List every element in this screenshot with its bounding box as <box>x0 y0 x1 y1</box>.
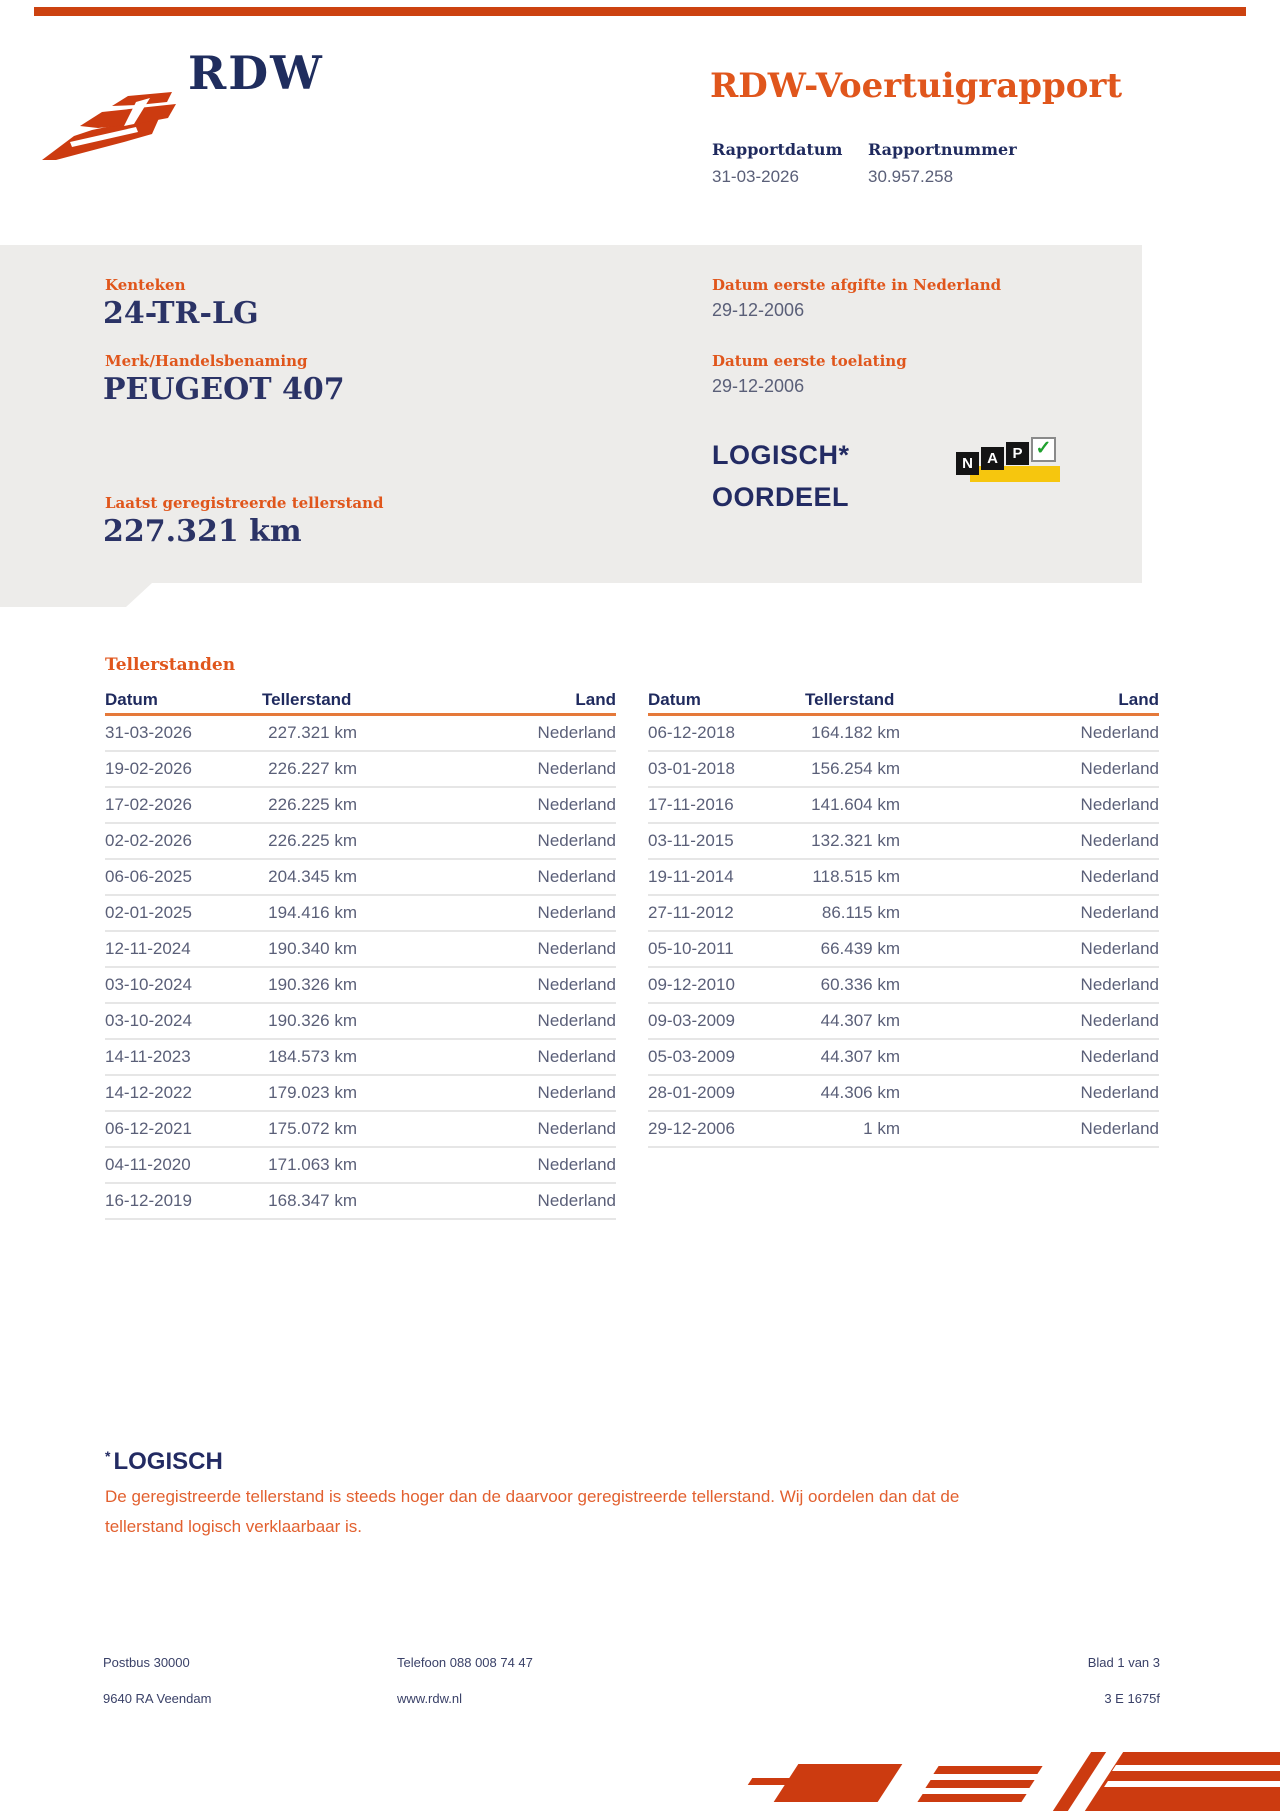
cell-land: Nederland <box>1080 1011 1159 1030</box>
cell-tellerstand: 227.321 km <box>268 723 357 742</box>
table-row <box>648 716 1159 750</box>
cell-tellerstand: 1 km <box>863 1119 900 1138</box>
cell-tellerstand: 168.347 km <box>268 1191 357 1210</box>
tellerstanden-table-right <box>648 688 1159 1148</box>
cell-tellerstand: 190.326 km <box>268 1011 357 1030</box>
cell-datum: 03-10-2024 <box>105 1011 192 1030</box>
cell-tellerstand: 60.336 km <box>820 975 900 994</box>
cell-tellerstand: 179.023 km <box>268 1083 357 1102</box>
cell-land: Nederland <box>537 903 616 922</box>
cell-land: Nederland <box>537 1047 616 1066</box>
table-row <box>105 1038 616 1074</box>
cell-datum: 27-11-2012 <box>648 903 734 922</box>
cell-datum: 19-02-2026 <box>105 759 192 778</box>
cell-datum: 12-11-2024 <box>105 939 191 958</box>
laatste-tellerstand-value: 227.321 km <box>103 514 302 549</box>
footer-doc-code: 3 E 1675f <box>1104 1691 1160 1706</box>
nap-letter-a: A <box>981 447 1004 470</box>
cell-datum: 14-11-2023 <box>105 1047 191 1066</box>
cell-datum: 09-12-2010 <box>648 975 735 994</box>
bottom-swoosh-graphic <box>700 1752 1280 1811</box>
cell-land: Nederland <box>1080 975 1159 994</box>
asterisk: * <box>105 1448 111 1464</box>
table-row <box>648 858 1159 894</box>
afgifte-value: 29-12-2006 <box>712 300 805 320</box>
cell-datum: 03-01-2018 <box>648 759 735 778</box>
table-row <box>648 1110 1159 1146</box>
cell-land: Nederland <box>1080 903 1159 922</box>
page-title: RDW-Voertuigrapport <box>710 66 1123 106</box>
cell-land: Nederland <box>1080 939 1159 958</box>
cell-datum: 31-03-2026 <box>105 723 192 742</box>
cell-datum: 05-10-2011 <box>648 939 734 958</box>
cell-land: Nederland <box>537 1191 616 1210</box>
logisch-footnote-text <box>105 1482 1105 1542</box>
table-row <box>648 1002 1159 1038</box>
table-row <box>105 858 616 894</box>
rapportdatum-label: Rapportdatum <box>712 140 843 159</box>
cell-land: Nederland <box>537 1011 616 1030</box>
cell-land: Nederland <box>1080 831 1159 850</box>
col-tellerstand: Tellerstand <box>262 690 352 709</box>
col-land: Land <box>1118 690 1159 709</box>
summary-panel-corner <box>0 583 152 607</box>
kenteken-label: Kenteken <box>105 276 186 294</box>
cell-tellerstand: 171.063 km <box>268 1155 357 1174</box>
table-row <box>105 894 616 930</box>
rapportnummer-value: 30.957.258 <box>868 167 954 186</box>
cell-tellerstand: 44.307 km <box>820 1047 900 1066</box>
footer-address2: 9640 RA Veendam <box>103 1691 212 1706</box>
cell-datum: 09-03-2009 <box>648 1011 735 1030</box>
merk-label: Merk/Handelsbenaming <box>105 352 308 370</box>
cell-land: Nederland <box>537 867 616 886</box>
cell-tellerstand: 194.416 km <box>268 903 357 922</box>
table-body <box>648 716 1159 1148</box>
cell-datum: 17-02-2026 <box>105 795 192 814</box>
cell-datum: 17-11-2016 <box>648 795 734 814</box>
table-row <box>105 716 616 750</box>
cell-datum: 04-11-2020 <box>105 1155 191 1174</box>
table-row <box>105 822 616 858</box>
kenteken-value: 24-TR-LG <box>103 296 259 331</box>
nap-logo <box>956 436 1062 486</box>
table-row <box>648 750 1159 786</box>
table-row <box>105 930 616 966</box>
cell-tellerstand: 132.321 km <box>811 831 900 850</box>
cell-land: Nederland <box>537 831 616 850</box>
logisch-footnote-heading <box>105 1448 223 1476</box>
table-row <box>105 1002 616 1038</box>
rapportdatum-value: 31-03-2026 <box>712 167 799 186</box>
cell-datum: 19-11-2014 <box>648 867 734 886</box>
cell-tellerstand: 226.225 km <box>268 831 357 850</box>
footnote-line2: tellerstand logisch verklaarbaar is. <box>105 1517 363 1536</box>
col-datum: Datum <box>105 690 158 709</box>
rapportnummer-label: Rapportnummer <box>868 140 1017 159</box>
footer-website: www.rdw.nl <box>397 1691 463 1706</box>
nap-letter-n: N <box>956 452 979 475</box>
cell-land: Nederland <box>537 1155 616 1174</box>
cell-tellerstand: 86.115 km <box>821 903 900 922</box>
cell-land: Nederland <box>537 939 616 958</box>
cell-tellerstand: 226.225 km <box>268 795 357 814</box>
footer-page-number: Blad 1 van 3 <box>1087 1655 1160 1670</box>
nap-checkmark-icon: ✓ <box>1031 437 1056 462</box>
cell-tellerstand: 156.254 km <box>811 759 900 778</box>
rdw-wordmark: RDW <box>188 46 324 100</box>
table-body <box>105 716 616 1220</box>
cell-land: Nederland <box>537 723 616 742</box>
laatste-tellerstand-label: Laatst geregistreerde tellerstand <box>105 494 384 512</box>
cell-land: Nederland <box>1080 723 1159 742</box>
cell-datum: 02-01-2025 <box>105 903 192 922</box>
table-header <box>105 688 616 716</box>
cell-tellerstand: 164.182 km <box>811 723 900 742</box>
cell-tellerstand: 190.340 km <box>268 939 357 958</box>
toelating-label: Datum eerste toelating <box>712 352 907 370</box>
tellerstanden-table-left <box>105 688 616 1220</box>
table-row <box>105 1182 616 1218</box>
col-datum: Datum <box>648 690 701 709</box>
cell-datum: 06-12-2018 <box>648 723 735 742</box>
cell-datum: 06-12-2021 <box>105 1119 192 1138</box>
cell-tellerstand: 141.604 km <box>811 795 900 814</box>
cell-datum: 03-11-2015 <box>648 831 734 850</box>
cell-datum: 03-10-2024 <box>105 975 192 994</box>
table-row <box>105 1146 616 1182</box>
col-tellerstand: Tellerstand <box>805 690 895 709</box>
cell-land: Nederland <box>537 1083 616 1102</box>
cell-land: Nederland <box>1080 867 1159 886</box>
top-orange-rule <box>34 7 1246 16</box>
table-row <box>648 930 1159 966</box>
cell-land: Nederland <box>1080 759 1159 778</box>
afgifte-label: Datum eerste afgifte in Nederland <box>712 276 1002 294</box>
cell-datum: 28-01-2009 <box>648 1083 735 1102</box>
table-row <box>648 786 1159 822</box>
cell-tellerstand: 226.227 km <box>268 759 357 778</box>
logisch-heading-text: LOGISCH <box>113 1448 223 1475</box>
cell-tellerstand: 44.306 km <box>820 1083 900 1102</box>
cell-tellerstand: 66.439 km <box>820 939 900 958</box>
cell-datum: 05-03-2009 <box>648 1047 735 1066</box>
cell-tellerstand: 204.345 km <box>268 867 357 886</box>
cell-land: Nederland <box>537 759 616 778</box>
merk-value: PEUGEOT 407 <box>103 372 345 407</box>
nap-letter-p: P <box>1006 442 1029 465</box>
cell-tellerstand: 118.515 km <box>812 867 900 886</box>
cell-datum: 06-06-2025 <box>105 867 192 886</box>
cell-land: Nederland <box>537 975 616 994</box>
cell-datum: 02-02-2026 <box>105 831 192 850</box>
table-row <box>648 822 1159 858</box>
cell-tellerstand: 184.573 km <box>268 1047 357 1066</box>
cell-land: Nederland <box>1080 1047 1159 1066</box>
cell-land: Nederland <box>537 795 616 814</box>
cell-land: Nederland <box>537 1119 616 1138</box>
table-row <box>105 1110 616 1146</box>
table-row <box>648 1074 1159 1110</box>
table-row <box>105 1074 616 1110</box>
footer-address1: Postbus 30000 <box>103 1655 190 1670</box>
table-row <box>648 1038 1159 1074</box>
table-row <box>105 750 616 786</box>
cell-land: Nederland <box>1080 795 1159 814</box>
verdict-line2: OORDEEL <box>712 482 850 512</box>
cell-land: Nederland <box>1080 1119 1159 1138</box>
table-header <box>648 688 1159 716</box>
verdict-line1: LOGISCH* <box>712 440 850 470</box>
cell-tellerstand: 175.072 km <box>268 1119 357 1138</box>
toelating-value: 29-12-2006 <box>712 376 805 396</box>
cell-land: Nederland <box>1080 1083 1159 1102</box>
cell-datum: 14-12-2022 <box>105 1083 192 1102</box>
table-row <box>648 966 1159 1002</box>
footer-phone: Telefoon 088 008 74 47 <box>397 1655 533 1670</box>
cell-tellerstand: 44.307 km <box>820 1011 900 1030</box>
cell-datum: 29-12-2006 <box>648 1119 735 1138</box>
footnote-line1: De geregistreerde tellerstand is steeds hoger dan de daarvoor geregistreerde tellerstand. Wij oordelen dan dat de <box>105 1487 960 1506</box>
cell-datum: 16-12-2019 <box>105 1191 192 1210</box>
tellerstanden-heading: Tellerstanden <box>105 655 236 675</box>
table-row <box>648 894 1159 930</box>
cell-tellerstand: 190.326 km <box>268 975 357 994</box>
rdw-swoosh-icon <box>40 72 190 167</box>
table-row <box>105 966 616 1002</box>
table-row <box>105 786 616 822</box>
col-land: Land <box>575 690 616 709</box>
